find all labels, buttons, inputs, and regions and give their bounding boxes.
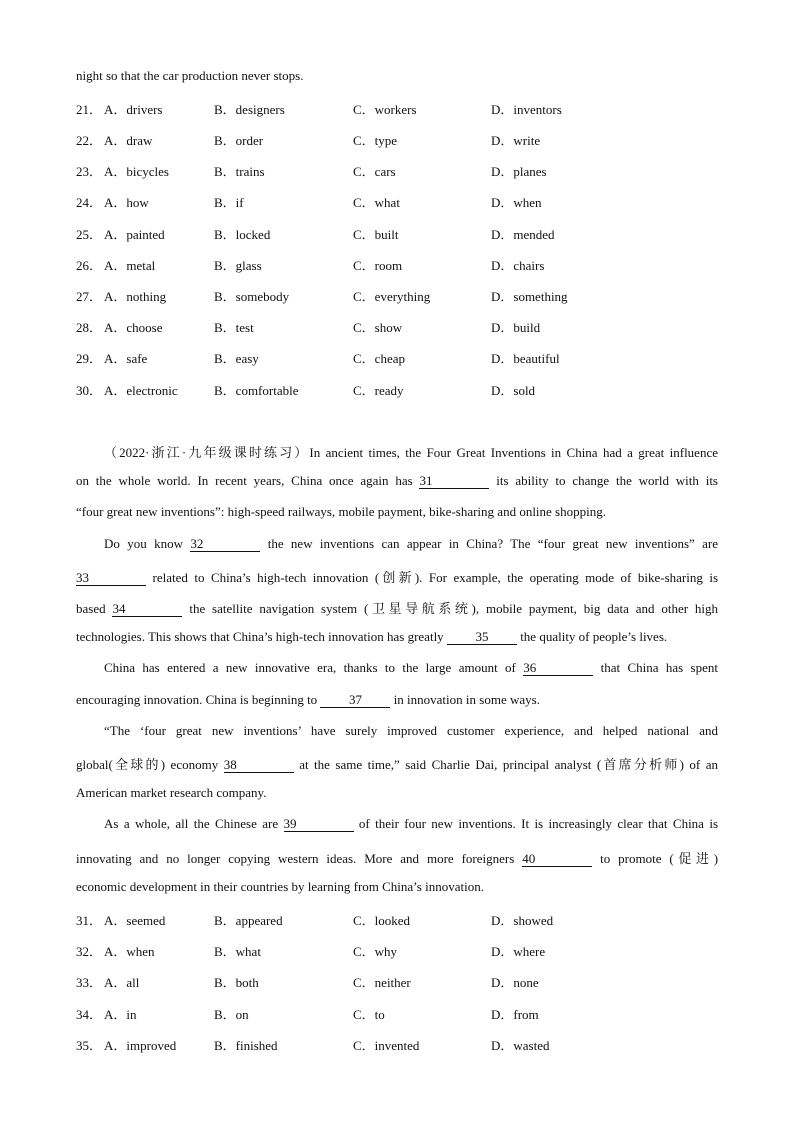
question-22 — [76, 130, 716, 148]
passage-line — [76, 816, 718, 832]
question-number: 22． — [76, 133, 103, 148]
question-25 — [76, 224, 716, 242]
option-d: D．inventors — [491, 102, 562, 117]
option-d: D．when — [491, 195, 542, 210]
blank-36: 36 — [523, 661, 593, 676]
passage-text: the new inventions can appear in China? The “four great new inventions” are — [267, 536, 719, 551]
option-a: A．when — [104, 944, 155, 959]
option-c: C．what — [353, 195, 400, 210]
option-d: D．none — [491, 975, 539, 990]
option-b: B．locked — [214, 227, 271, 242]
option-b: B．order — [214, 133, 264, 148]
question-35 — [76, 1035, 716, 1053]
passage-text: innovating and no longer copying western ideas. More and more foreigners — [76, 851, 515, 866]
option-c: C．type — [353, 133, 398, 148]
blank-34: 34 — [112, 602, 182, 617]
passage-heading: （2022·浙江·九年级课时练习）In ancient times, the Four Great Inventions in China had a great influence — [104, 445, 718, 460]
blank-32: 32 — [190, 537, 260, 552]
option-b: B．if — [214, 195, 244, 210]
question-21 — [76, 99, 716, 117]
passage-text: encouraging innovation. China is beginning to — [76, 692, 318, 707]
question-26 — [76, 255, 716, 273]
option-c: C．built — [353, 227, 399, 242]
option-d: D．showed — [491, 913, 554, 928]
option-d: D．build — [491, 320, 541, 335]
option-a: A．metal — [104, 258, 156, 273]
passage-line — [76, 442, 718, 461]
passage-line — [76, 848, 718, 867]
option-a: A．all — [104, 975, 140, 990]
option-c: C．why — [353, 944, 398, 959]
option-d: D．sold — [491, 383, 536, 398]
question-32 — [76, 941, 716, 959]
option-b: B．both — [214, 975, 259, 990]
option-d: D．from — [491, 1007, 539, 1022]
option-d: D．wasted — [491, 1038, 550, 1053]
question-number: 25． — [76, 227, 103, 242]
option-b: B．trains — [214, 164, 265, 179]
question-number: 29． — [76, 351, 103, 366]
question-33 — [76, 972, 716, 990]
blank-31: 31 — [419, 474, 489, 489]
passage-text: the quality of people’s lives. — [520, 629, 668, 644]
passage-line — [76, 567, 718, 586]
passage-line — [76, 473, 718, 489]
question-number: 33． — [76, 975, 103, 990]
option-c: C．cars — [353, 164, 396, 179]
question-number: 24． — [76, 195, 103, 210]
passage-text: “The ‘four great new inventions’ have surely improved customer experience, and helped national and — [104, 723, 718, 738]
option-c: C．everything — [353, 289, 431, 304]
passage-line — [76, 629, 718, 645]
option-a: A．in — [104, 1007, 137, 1022]
passage-text: in innovation in some ways. — [393, 692, 540, 707]
passage-text: related to China’s high-tech innovation (创新). For example, the operating mode of bike-sharing is — [152, 570, 718, 585]
passage-text: As a whole, all the Chinese are — [104, 816, 279, 831]
passage-text: on the whole world. In recent years, China once again has — [76, 473, 413, 488]
question-27 — [76, 286, 716, 304]
passage-text: based — [76, 601, 106, 616]
option-c: C．to — [353, 1007, 385, 1022]
option-d: D．planes — [491, 164, 547, 179]
option-a: A．painted — [104, 227, 165, 242]
option-a: A．electronic — [104, 383, 178, 398]
blank-40: 40 — [522, 852, 592, 867]
question-number: 30． — [76, 383, 103, 398]
option-a: A．draw — [104, 133, 153, 148]
passage-line: American market research company. — [76, 785, 267, 800]
question-30 — [76, 380, 716, 398]
option-b: B．somebody — [214, 289, 290, 304]
option-b: B．finished — [214, 1038, 278, 1053]
passage-line: economic development in their countries by learning from China’s innovation. — [76, 879, 484, 894]
blank-35: 35 — [447, 630, 517, 645]
option-c: C．room — [353, 258, 403, 273]
passage-text: global(全球的) economy — [76, 757, 219, 772]
option-c: C．ready — [353, 383, 404, 398]
blank-39: 39 — [284, 817, 354, 832]
option-c: C．show — [353, 320, 403, 335]
option-a: A．bicycles — [104, 164, 169, 179]
option-c: C．invented — [353, 1038, 420, 1053]
option-d: D．beautiful — [491, 351, 560, 366]
option-b: B．appeared — [214, 913, 283, 928]
option-a: A．how — [104, 195, 149, 210]
option-d: D．mended — [491, 227, 555, 242]
passage-text: the satellite navigation system (卫星导航系统), mobile payment, big data and other high — [189, 601, 719, 616]
passage-line — [76, 754, 718, 773]
option-b: B．on — [214, 1007, 249, 1022]
question-number: 21． — [76, 102, 103, 117]
passage-text: of their four new inventions. It is increasingly clear that China is — [358, 816, 718, 831]
question-29 — [76, 348, 716, 366]
option-c: C．neither — [353, 975, 411, 990]
question-31 — [76, 910, 716, 928]
option-c: C．workers — [353, 102, 417, 117]
passage-text: that China has spent — [600, 660, 718, 675]
option-a: A．safe — [104, 351, 148, 366]
question-28 — [76, 317, 716, 335]
option-b: B．comfortable — [214, 383, 299, 398]
question-number: 32． — [76, 944, 103, 959]
option-c: C．looked — [353, 913, 411, 928]
passage-text: technologies. This shows that China’s high-tech innovation has greatly — [76, 629, 444, 644]
question-number: 27． — [76, 289, 103, 304]
passage-line — [76, 692, 718, 708]
question-number: 28． — [76, 320, 103, 335]
option-a: A．choose — [104, 320, 163, 335]
passage-line — [76, 598, 718, 617]
passage-text: China has entered a new innovative era, thanks to the large amount of — [104, 660, 516, 675]
passage-line — [76, 723, 718, 739]
blank-33: 33 — [76, 571, 146, 586]
option-a: A．improved — [104, 1038, 177, 1053]
option-b: B．glass — [214, 258, 262, 273]
option-b: B．designers — [214, 102, 285, 117]
passage-text: its ability to change the world with its — [496, 473, 718, 488]
option-a: A．nothing — [104, 289, 167, 304]
question-number: 34． — [76, 1007, 103, 1022]
question-number: 31． — [76, 913, 103, 928]
option-c: C．cheap — [353, 351, 405, 366]
question-number: 35． — [76, 1038, 103, 1053]
option-a: A．drivers — [104, 102, 163, 117]
passage-line — [76, 660, 718, 676]
option-d: D．where — [491, 944, 546, 959]
option-d: D．write — [491, 133, 541, 148]
passage-line — [76, 536, 718, 552]
question-34 — [76, 1004, 716, 1022]
passage-text: at the same time,” said Charlie Dai, principal analyst (首席分析师) of an — [299, 757, 718, 772]
option-a: A．seemed — [104, 913, 166, 928]
question-number: 23． — [76, 164, 103, 179]
passage-line: “four great new inventions”: high-speed railways, mobile payment, bike-sharing and online shopping. — [76, 504, 606, 519]
question-number: 26． — [76, 258, 103, 273]
question-23 — [76, 161, 716, 179]
option-b: B．test — [214, 320, 254, 335]
intro-tail-text: night so that the car production never stops. — [76, 68, 304, 83]
option-b: B．what — [214, 944, 261, 959]
question-24 — [76, 192, 716, 210]
option-b: B．easy — [214, 351, 259, 366]
blank-38: 38 — [224, 758, 294, 773]
option-d: D．something — [491, 289, 568, 304]
option-d: D．chairs — [491, 258, 545, 273]
passage-text: to promote (促进) — [600, 851, 719, 866]
blank-37: 37 — [320, 693, 390, 708]
passage-text: Do you know — [104, 536, 183, 551]
